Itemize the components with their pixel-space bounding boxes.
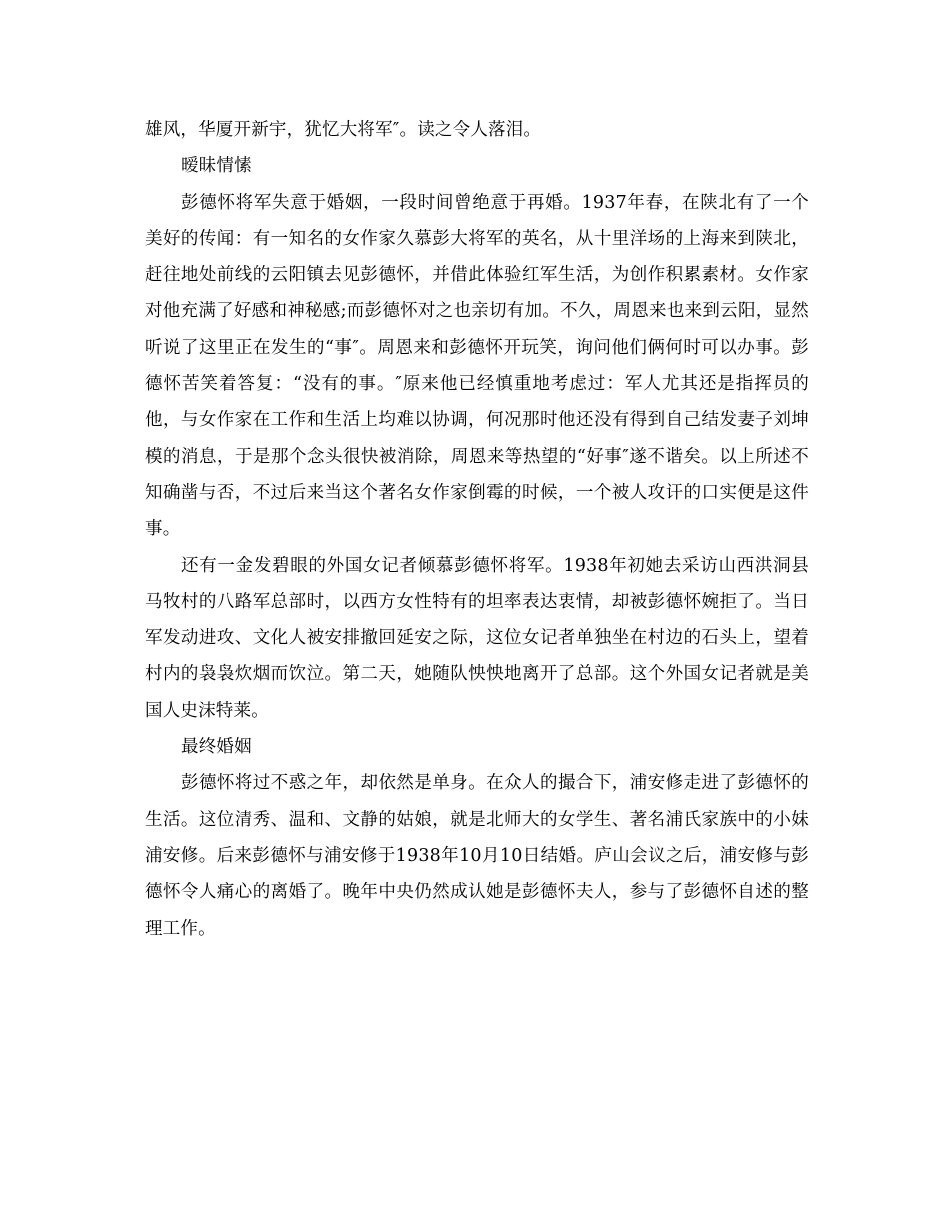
section-heading-final-marriage: 最终婚姻 <box>181 737 252 758</box>
paragraph-foreign-journalist: 还有一金发碧眼的外国女记者倾慕彭德怀将军。1938年初她去采访山西洪洞县马牧村的八路军总部时，以西方女性特有的坦率表达衷情，却被彭德怀婉拒了。当日军发动进攻、文化人被安排撤回延安之际，这位女记者单独坐在村边的石头上，望着村内的袅袅炊烟而饮泣。第二天，她随队怏怏地离开了总部。这个外国女记者就是美国人史沫特莱。 <box>145 555 809 721</box>
paragraph-marriage: 彭德怀将过不惑之年，却依然是单身。在众人的撮合下，浦安修走进了彭德怀的生活。这位清秀、温和、文静的姑娘，就是北师大的女学生、著名浦氏家族中的小妹浦安修。后来彭德怀与浦安修于1938年10月10日结婚。庐山会议之后，浦安修与彭德怀令人痛心的离婚了。晚年中央仍然成认她是彭德怀夫人，参与了彭德怀自述的整理工作。 <box>145 773 809 939</box>
document-body <box>145 112 809 947</box>
section-heading-ambiguous-feelings: 暧昧情愫 <box>181 156 252 177</box>
paragraph-female-writer: 彭德怀将军失意于婚姻，一段时间曾绝意于再婚。1937年春，在陕北有了一个美好的传闻：有一知名的女作家久慕彭大将军的英名，从十里洋场的上海来到陕北，赶往地处前线的云阳镇去见彭德怀，并借此体验红军生活，为创作积累素材。女作家对他充满了好感和神秘感;而彭德怀对之也亲切有加。不久，周恩来也来到云阳，显然听说了这里正在发生的“事″。周恩来和彭德怀开玩笑，询问他们俩何时可以办事。彭德怀苦笑着答复：“没有的事。″原来他已经慎重地考虑过：军人尤其还是指挥员的他，与女作家在工作和生活上均难以协调，何况那时他还没有得到自己结发妻子刘坤模的消息，于是那个念头很快被消除，周恩来等热望的“好事″遂不谐矣。以上所述不知确凿与否，不过后来当这个著名女作家倒霉的时候，一个被人攻讦的口实便是这件事。 <box>145 192 809 540</box>
paragraph-continuation: 雄风，华厦开新宇，犹忆大将军″。读之令人落泪。 <box>145 120 542 140</box>
